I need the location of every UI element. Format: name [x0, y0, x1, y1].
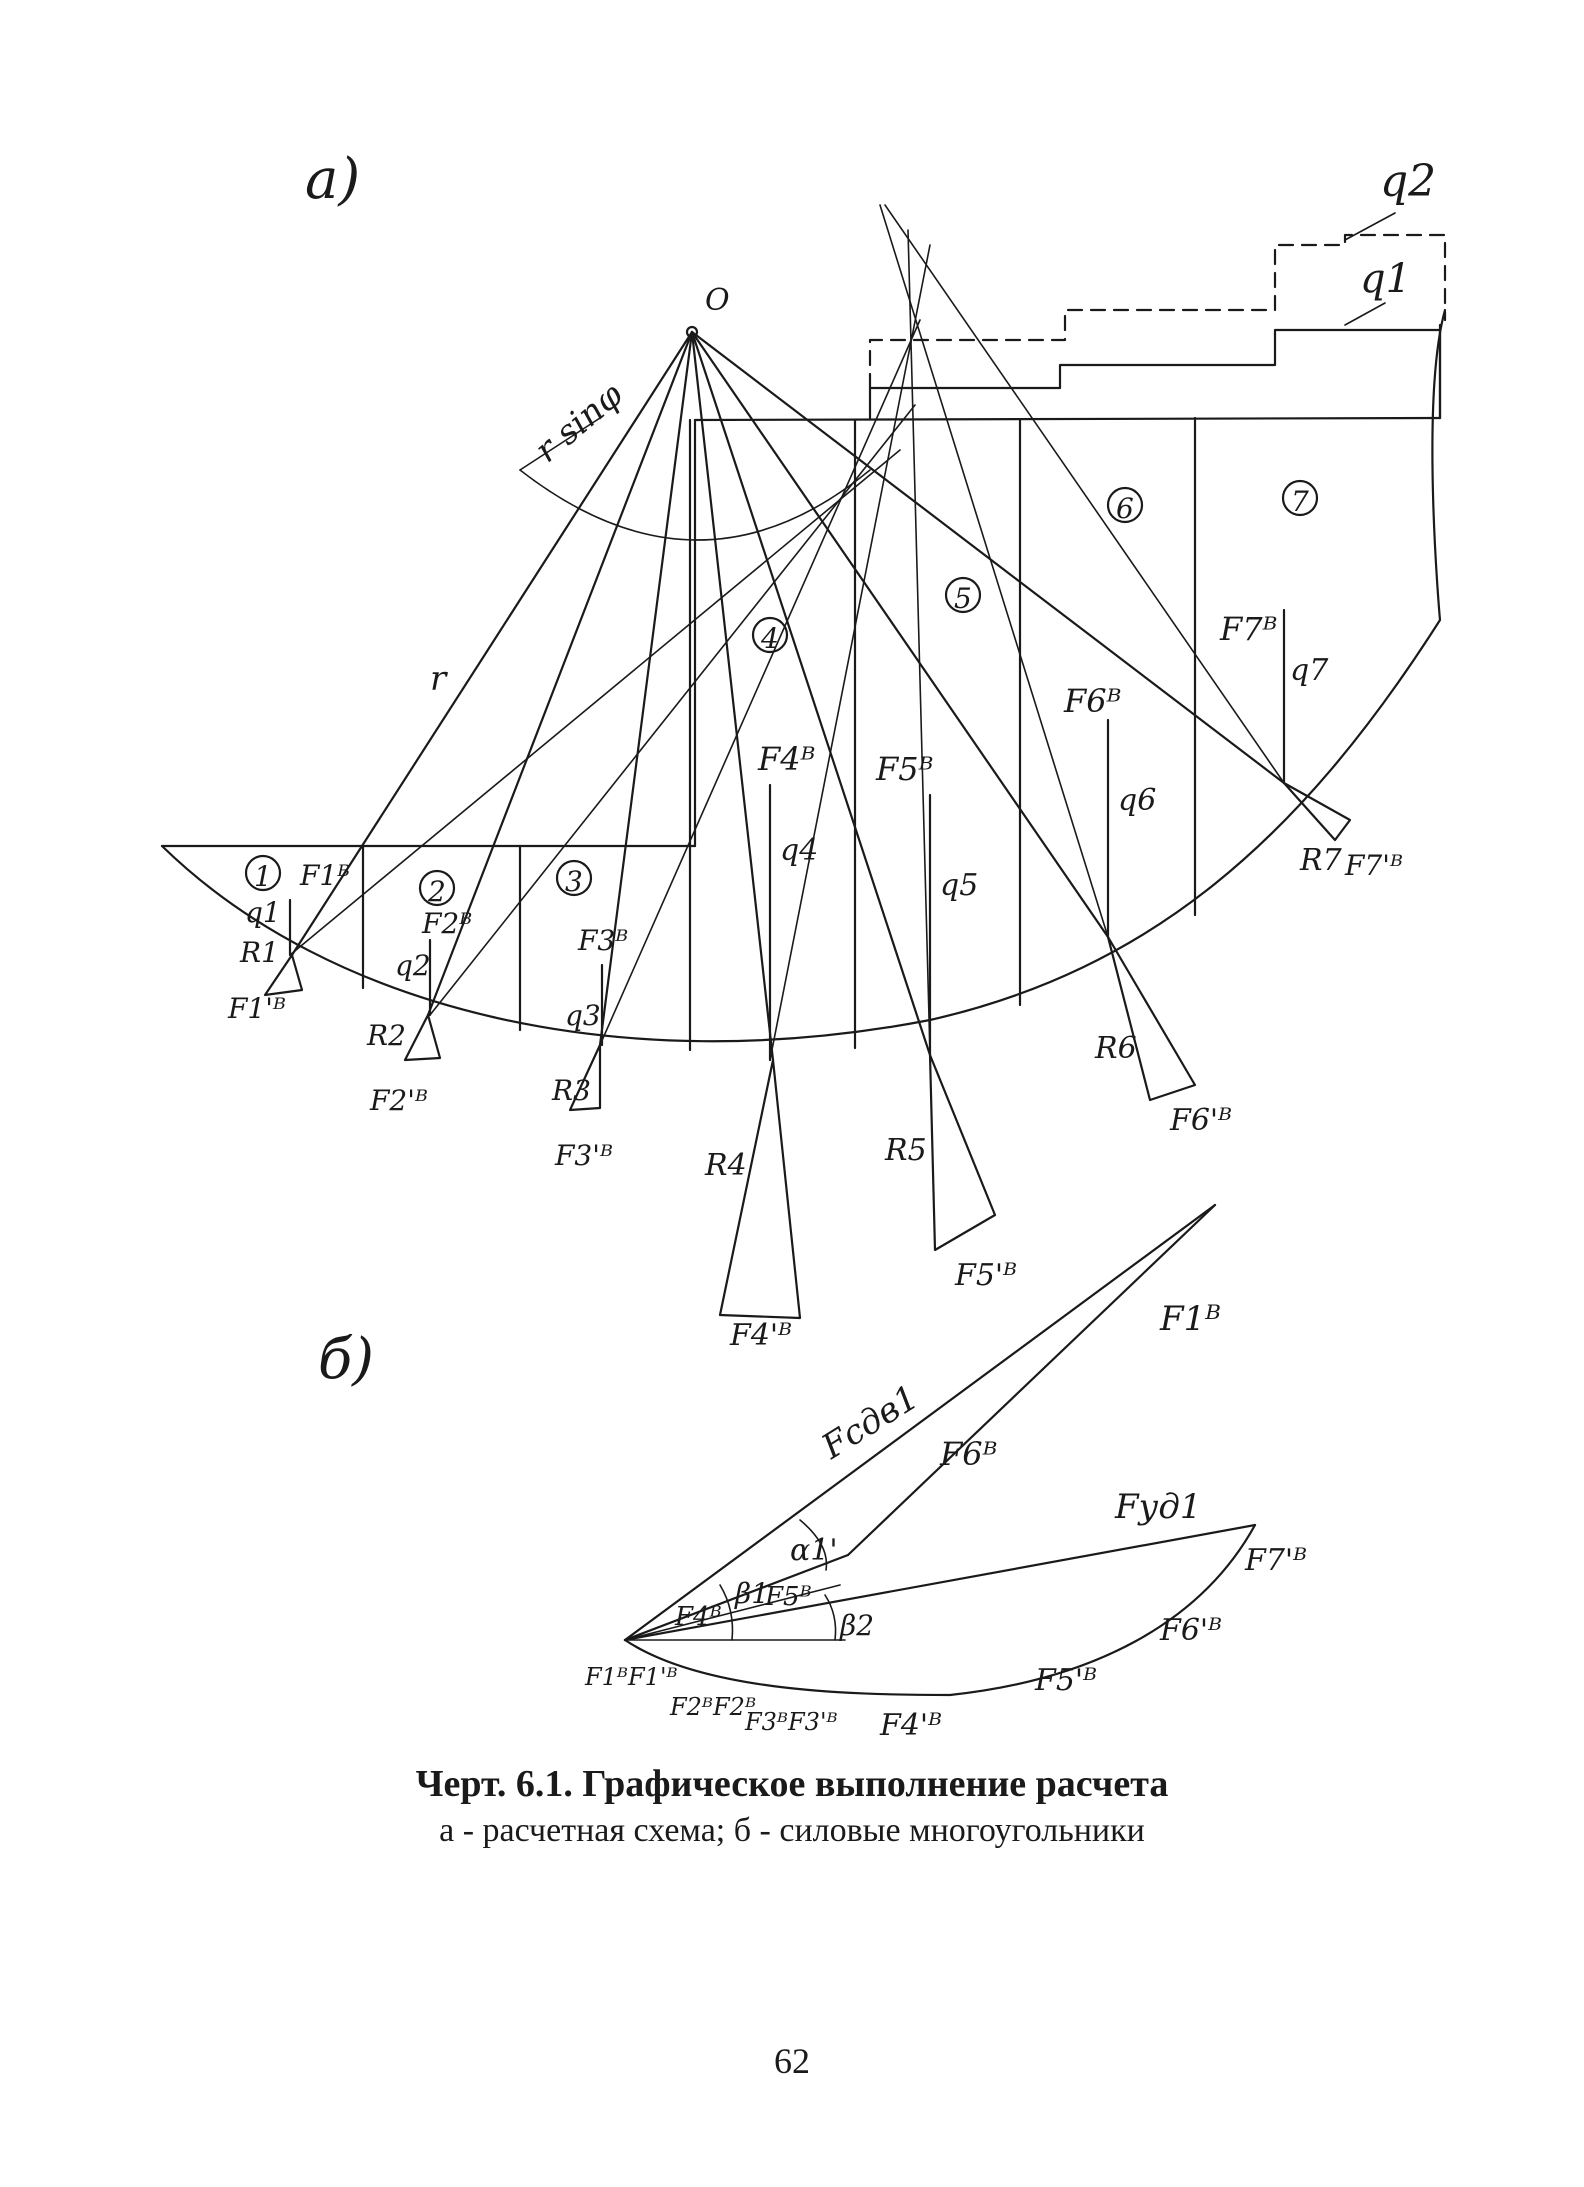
center-label: O [705, 283, 730, 318]
force-label-bottom: F2'ᴮ [370, 1084, 428, 1117]
svg-text:5: 5 [954, 582, 972, 615]
force-label: F4ᴮ [758, 740, 816, 778]
polygon-label-f2: F2ᴮF2ᴮ [670, 1693, 757, 1721]
figure-caption-legend: а - расчетная схема; б - силовые многоугольники [439, 1812, 1145, 1849]
force-label-bottom: F4'ᴮ [730, 1318, 793, 1353]
friction-tangent [880, 205, 1108, 937]
weight-label: q1 [245, 896, 281, 929]
force-label: F3ᴮ [578, 924, 629, 957]
polygon-label-f4: F4ᴮ [675, 1602, 722, 1632]
reaction-label: R7 [1300, 843, 1342, 878]
force-label: F7ᴮ [1220, 610, 1278, 648]
force-label-bottom: F5'ᴮ [955, 1258, 1018, 1293]
reaction-label: R5 [885, 1133, 927, 1168]
weight-label: q2 [395, 949, 431, 982]
force-label-bottom: F7'ᴮ [1345, 849, 1403, 882]
reaction-label: R1 [240, 936, 279, 969]
reaction-label: R4 [705, 1148, 747, 1183]
polygon-label-f1: F1ᴮ [1160, 1299, 1221, 1339]
figure-caption-title: Черт. 6.1. Графическое выполнение расчета [415, 1763, 1169, 1805]
q1-load-label: q1 [1360, 256, 1412, 302]
svg-text:4: 4 [761, 622, 779, 655]
weight-label: q5 [940, 868, 979, 903]
weight-label: q4 [780, 833, 819, 868]
reaction-label: R3 [552, 1074, 591, 1107]
weight-label: q3 [565, 999, 601, 1032]
force-label: F5ᴮ [876, 750, 934, 788]
polygon-label-f6: F6ᴮ [940, 1435, 998, 1473]
force-label: F6ᴮ [1064, 682, 1122, 720]
force-label: F1ᴮ [300, 859, 351, 892]
weight-label: q7 [1290, 653, 1329, 688]
force-label: F2ᴮ [422, 907, 473, 940]
friction-tangent [290, 450, 900, 955]
panel-a-label: а) [305, 147, 361, 212]
rsin-label: r sinφ [527, 375, 631, 471]
polygon-fcd [625, 1205, 1215, 1640]
force-polygons [584, 1205, 1307, 1743]
polygon-label-alpha: α1' [790, 1533, 838, 1568]
page-number: 62 [774, 2041, 810, 2081]
polygon-label-fy: Fуд1 [1115, 1487, 1202, 1527]
polygon-label-f6p: F6'ᴮ [1160, 1613, 1223, 1648]
polygon-label-f3: F3ᴮF3'ᴮ [745, 1708, 838, 1736]
svg-text:6: 6 [1116, 492, 1134, 525]
beta1-arc [720, 1585, 733, 1640]
radius-label: r [430, 659, 447, 699]
force-label-bottom: F1'ᴮ [228, 992, 286, 1025]
polygon-label-f7: F7'ᴮ [1245, 1543, 1308, 1578]
reaction-label: R2 [367, 1019, 406, 1052]
weight-label: q6 [1118, 783, 1157, 818]
force-label-bottom: F3'ᴮ [555, 1139, 613, 1172]
polygon-label-f4p: F4'ᴮ [880, 1708, 943, 1743]
radius-line [692, 332, 773, 1060]
force-label-bottom: F6'ᴮ [1170, 1103, 1233, 1138]
radius-line [692, 332, 930, 1055]
q1-leader [1345, 303, 1385, 325]
svg-text:7: 7 [1291, 485, 1309, 518]
polygon-label-beta1: β1 [735, 1577, 770, 1610]
polygon-label-f5: F5ᴮ [765, 1582, 812, 1612]
polygon-label-f1p: F1ᴮF1'ᴮ [585, 1663, 678, 1691]
svg-text:3: 3 [565, 865, 583, 898]
svg-text:1: 1 [254, 860, 272, 893]
radius-line [292, 332, 692, 955]
friction-tangent [770, 245, 930, 1060]
reaction-label: R6 [1095, 1031, 1137, 1066]
q2-load-label: q2 [1380, 156, 1437, 207]
load-q1 [870, 330, 1440, 418]
polygon-label-beta2: β2 [840, 1609, 875, 1642]
slope-scheme [162, 156, 1445, 1353]
polygon-label-fcd: Fсдв1 [814, 1377, 926, 1468]
svg-text:2: 2 [428, 875, 446, 908]
panel-b-label: б) [318, 1327, 375, 1392]
polygon-label-f5p: F5'ᴮ [1035, 1663, 1098, 1698]
